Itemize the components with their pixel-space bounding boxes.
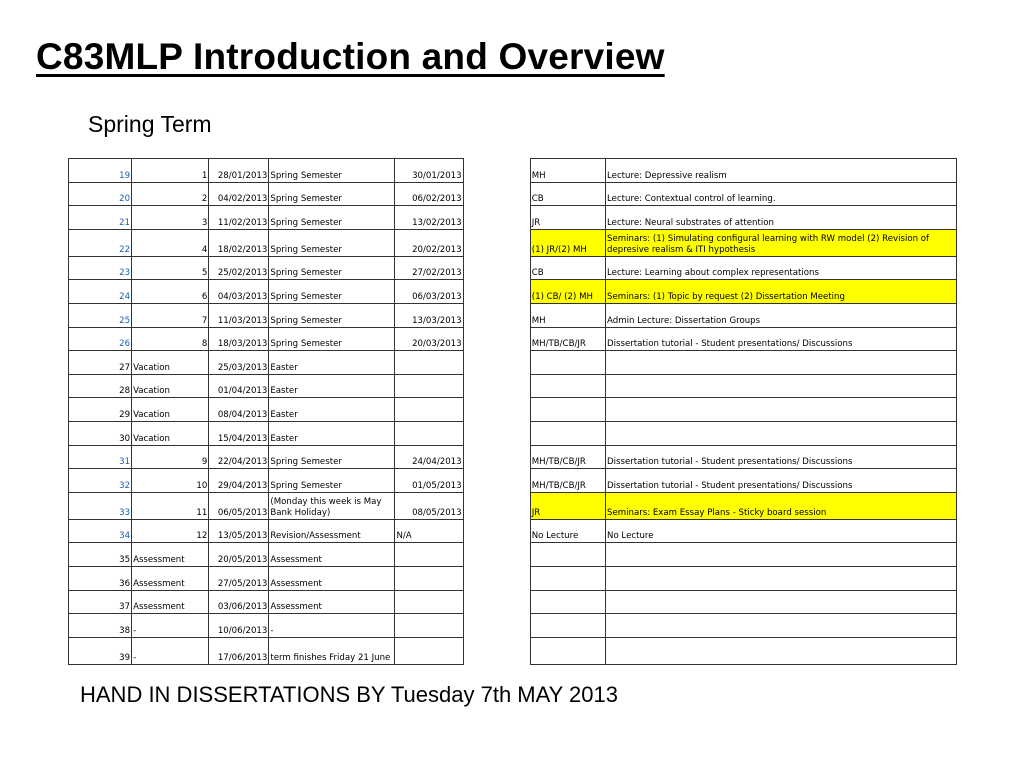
description-cell <box>606 614 957 638</box>
period-cell: (Monday this week is May Bank Holiday) <box>269 492 395 519</box>
description-cell <box>606 351 957 375</box>
term-subtitle: Spring Term <box>88 111 212 137</box>
period-cell: Spring Semester <box>269 229 395 256</box>
table-row <box>69 543 957 567</box>
session-date-cell: 06/03/2013 <box>395 280 463 304</box>
week-cell: 29 <box>69 398 132 422</box>
period-cell: Easter <box>269 398 395 422</box>
lecturer-cell <box>530 421 605 445</box>
week-cell: 32 <box>69 469 132 493</box>
dissertation-deadline-note: HAND IN DISSERTATIONS BY Tuesday 7th MAY 2013 <box>80 682 618 707</box>
period-cell: Assessment <box>269 590 395 614</box>
table-row <box>69 398 957 422</box>
session-cell: 12 <box>132 519 209 543</box>
week-cell: 27 <box>69 351 132 375</box>
description-cell: No Lecture <box>606 519 957 543</box>
table-row <box>69 590 957 614</box>
session-date-cell: 08/05/2013 <box>395 492 463 519</box>
spacer-cell <box>463 590 530 614</box>
schedule-table <box>68 158 957 665</box>
table-row <box>69 159 957 183</box>
start-date-cell: 11/02/2013 <box>209 206 269 230</box>
description-cell <box>606 543 957 567</box>
description-cell <box>606 637 957 664</box>
session-cell: 1 <box>132 159 209 183</box>
spacer-cell <box>463 206 530 230</box>
session-cell: Vacation <box>132 421 209 445</box>
session-date-cell <box>395 374 463 398</box>
period-cell: term finishes Friday 21 June <box>269 637 395 664</box>
week-cell: 28 <box>69 374 132 398</box>
period-cell: Easter <box>269 351 395 375</box>
spacer-cell <box>463 398 530 422</box>
week-cell: 31 <box>69 445 132 469</box>
start-date-cell: 03/06/2013 <box>209 590 269 614</box>
lecturer-cell <box>530 614 605 638</box>
period-cell: Spring Semester <box>269 469 395 493</box>
session-cell: Assessment <box>132 590 209 614</box>
description-cell: Seminars: (1) Topic by request (2) Dissertation Meeting <box>606 280 957 304</box>
start-date-cell: 04/02/2013 <box>209 182 269 206</box>
session-cell: - <box>132 637 209 664</box>
period-cell: Spring Semester <box>269 327 395 351</box>
description-cell <box>606 398 957 422</box>
spacer-cell <box>463 519 530 543</box>
description-cell: Dissertation tutorial - Student presentations/ Discussions <box>606 327 957 351</box>
lecturer-cell: (1) JR/(2) MH <box>530 229 605 256</box>
period-cell: - <box>269 614 395 638</box>
session-date-cell <box>395 398 463 422</box>
start-date-cell: 25/03/2013 <box>209 351 269 375</box>
spacer-cell <box>463 182 530 206</box>
session-date-cell: 13/02/2013 <box>395 206 463 230</box>
period-cell: Easter <box>269 374 395 398</box>
start-date-cell: 20/05/2013 <box>209 543 269 567</box>
description-cell: Lecture: Depressive realism <box>606 159 957 183</box>
lecturer-cell <box>530 637 605 664</box>
lecturer-cell: MH/TB/CB/JR <box>530 327 605 351</box>
session-date-cell <box>395 590 463 614</box>
week-cell: 30 <box>69 421 132 445</box>
lecturer-cell: (1) CB/ (2) MH <box>530 280 605 304</box>
session-date-cell: 27/02/2013 <box>395 256 463 280</box>
session-date-cell <box>395 543 463 567</box>
table-row <box>69 566 957 590</box>
description-cell <box>606 566 957 590</box>
slide-title: C83MLP Introduction and Overview <box>36 36 665 77</box>
start-date-cell: 11/03/2013 <box>209 303 269 327</box>
table-row <box>69 519 957 543</box>
table-row <box>69 614 957 638</box>
table-row <box>69 351 957 375</box>
table-row <box>69 445 957 469</box>
table-row <box>69 229 957 256</box>
session-date-cell <box>395 566 463 590</box>
spacer-cell <box>463 159 530 183</box>
table-row <box>69 182 957 206</box>
session-cell: 11 <box>132 492 209 519</box>
spacer-cell <box>463 229 530 256</box>
table-row <box>69 469 957 493</box>
week-cell: 33 <box>69 492 132 519</box>
session-date-cell: 01/05/2013 <box>395 469 463 493</box>
week-cell: 35 <box>69 543 132 567</box>
description-cell: Admin Lecture: Dissertation Groups <box>606 303 957 327</box>
table-row <box>69 421 957 445</box>
spacer-cell <box>463 492 530 519</box>
lecturer-cell: MH/TB/CB/JR <box>530 469 605 493</box>
lecturer-cell: JR <box>530 206 605 230</box>
schedule-body <box>69 159 957 665</box>
table-row <box>69 374 957 398</box>
period-cell: Easter <box>269 421 395 445</box>
spacer-cell <box>463 469 530 493</box>
spacer-cell <box>463 256 530 280</box>
period-cell: Spring Semester <box>269 303 395 327</box>
lecturer-cell <box>530 398 605 422</box>
description-cell <box>606 590 957 614</box>
spacer-cell <box>463 614 530 638</box>
spacer-cell <box>463 280 530 304</box>
start-date-cell: 27/05/2013 <box>209 566 269 590</box>
lecturer-cell: CB <box>530 182 605 206</box>
session-cell: Assessment <box>132 566 209 590</box>
table-row <box>69 327 957 351</box>
session-cell: - <box>132 614 209 638</box>
week-cell: 19 <box>69 159 132 183</box>
table-row <box>69 256 957 280</box>
description-cell: Lecture: Contextual control of learning. <box>606 182 957 206</box>
session-date-cell: 30/01/2013 <box>395 159 463 183</box>
session-date-cell: 20/02/2013 <box>395 229 463 256</box>
description-cell: Lecture: Learning about complex representations <box>606 256 957 280</box>
table-row <box>69 303 957 327</box>
period-cell: Spring Semester <box>269 182 395 206</box>
session-cell: Vacation <box>132 374 209 398</box>
start-date-cell: 10/06/2013 <box>209 614 269 638</box>
lecturer-cell <box>530 590 605 614</box>
spacer-cell <box>463 327 530 351</box>
lecturer-cell <box>530 566 605 590</box>
session-cell: 6 <box>132 280 209 304</box>
week-cell: 21 <box>69 206 132 230</box>
lecturer-cell: JR <box>530 492 605 519</box>
start-date-cell: 04/03/2013 <box>209 280 269 304</box>
week-cell: 36 <box>69 566 132 590</box>
spacer-cell <box>463 637 530 664</box>
table-row <box>69 280 957 304</box>
lecturer-cell <box>530 374 605 398</box>
session-cell: Vacation <box>132 398 209 422</box>
start-date-cell: 25/02/2013 <box>209 256 269 280</box>
week-cell: 37 <box>69 590 132 614</box>
session-date-cell: N/A <box>395 519 463 543</box>
spacer-cell <box>463 445 530 469</box>
lecturer-cell: MH <box>530 159 605 183</box>
session-cell: 5 <box>132 256 209 280</box>
table-row <box>69 206 957 230</box>
session-cell: Assessment <box>132 543 209 567</box>
week-cell: 22 <box>69 229 132 256</box>
description-cell <box>606 421 957 445</box>
week-cell: 39 <box>69 637 132 664</box>
period-cell: Revision/Assessment <box>269 519 395 543</box>
lecturer-cell: CB <box>530 256 605 280</box>
week-cell: 24 <box>69 280 132 304</box>
week-cell: 34 <box>69 519 132 543</box>
period-cell: Assessment <box>269 566 395 590</box>
start-date-cell: 18/02/2013 <box>209 229 269 256</box>
period-cell: Spring Semester <box>269 280 395 304</box>
start-date-cell: 22/04/2013 <box>209 445 269 469</box>
session-cell: 7 <box>132 303 209 327</box>
start-date-cell: 15/04/2013 <box>209 421 269 445</box>
session-cell: 9 <box>132 445 209 469</box>
session-date-cell <box>395 351 463 375</box>
session-cell: Vacation <box>132 351 209 375</box>
description-cell: Dissertation tutorial - Student presentations/ Discussions <box>606 445 957 469</box>
week-cell: 38 <box>69 614 132 638</box>
start-date-cell: 28/01/2013 <box>209 159 269 183</box>
start-date-cell: 29/04/2013 <box>209 469 269 493</box>
spacer-cell <box>463 566 530 590</box>
session-cell: 4 <box>132 229 209 256</box>
lecturer-cell: MH/TB/CB/JR <box>530 445 605 469</box>
spacer-cell <box>463 374 530 398</box>
week-cell: 25 <box>69 303 132 327</box>
description-cell: Dissertation tutorial - Student presentations/ Discussions <box>606 469 957 493</box>
table-row <box>69 492 957 519</box>
session-cell: 2 <box>132 182 209 206</box>
period-cell: Assessment <box>269 543 395 567</box>
description-cell: Lecture: Neural substrates of attention <box>606 206 957 230</box>
period-cell: Spring Semester <box>269 206 395 230</box>
start-date-cell: 13/05/2013 <box>209 519 269 543</box>
session-date-cell: 24/04/2013 <box>395 445 463 469</box>
lecturer-cell <box>530 543 605 567</box>
session-date-cell: 06/02/2013 <box>395 182 463 206</box>
session-date-cell <box>395 421 463 445</box>
period-cell: Spring Semester <box>269 256 395 280</box>
spacer-cell <box>463 351 530 375</box>
period-cell: Spring Semester <box>269 159 395 183</box>
session-cell: 3 <box>132 206 209 230</box>
start-date-cell: 06/05/2013 <box>209 492 269 519</box>
description-cell: Seminars: (1) Simulating configural learning with RW model (2) Revision of depresive realism & ITI hypothesis <box>606 229 957 256</box>
start-date-cell: 08/04/2013 <box>209 398 269 422</box>
spacer-cell <box>463 543 530 567</box>
week-cell: 20 <box>69 182 132 206</box>
session-date-cell: 20/03/2013 <box>395 327 463 351</box>
session-date-cell <box>395 614 463 638</box>
start-date-cell: 18/03/2013 <box>209 327 269 351</box>
week-cell: 26 <box>69 327 132 351</box>
spacer-cell <box>463 303 530 327</box>
session-cell: 8 <box>132 327 209 351</box>
session-date-cell <box>395 637 463 664</box>
session-date-cell: 13/03/2013 <box>395 303 463 327</box>
lecturer-cell <box>530 351 605 375</box>
description-cell: Seminars: Exam Essay Plans - Sticky board session <box>606 492 957 519</box>
lecturer-cell: MH <box>530 303 605 327</box>
table-row <box>69 637 957 664</box>
start-date-cell: 17/06/2013 <box>209 637 269 664</box>
lecturer-cell: No Lecture <box>530 519 605 543</box>
description-cell <box>606 374 957 398</box>
week-cell: 23 <box>69 256 132 280</box>
spacer-cell <box>463 421 530 445</box>
session-cell: 10 <box>132 469 209 493</box>
start-date-cell: 01/04/2013 <box>209 374 269 398</box>
period-cell: Spring Semester <box>269 445 395 469</box>
